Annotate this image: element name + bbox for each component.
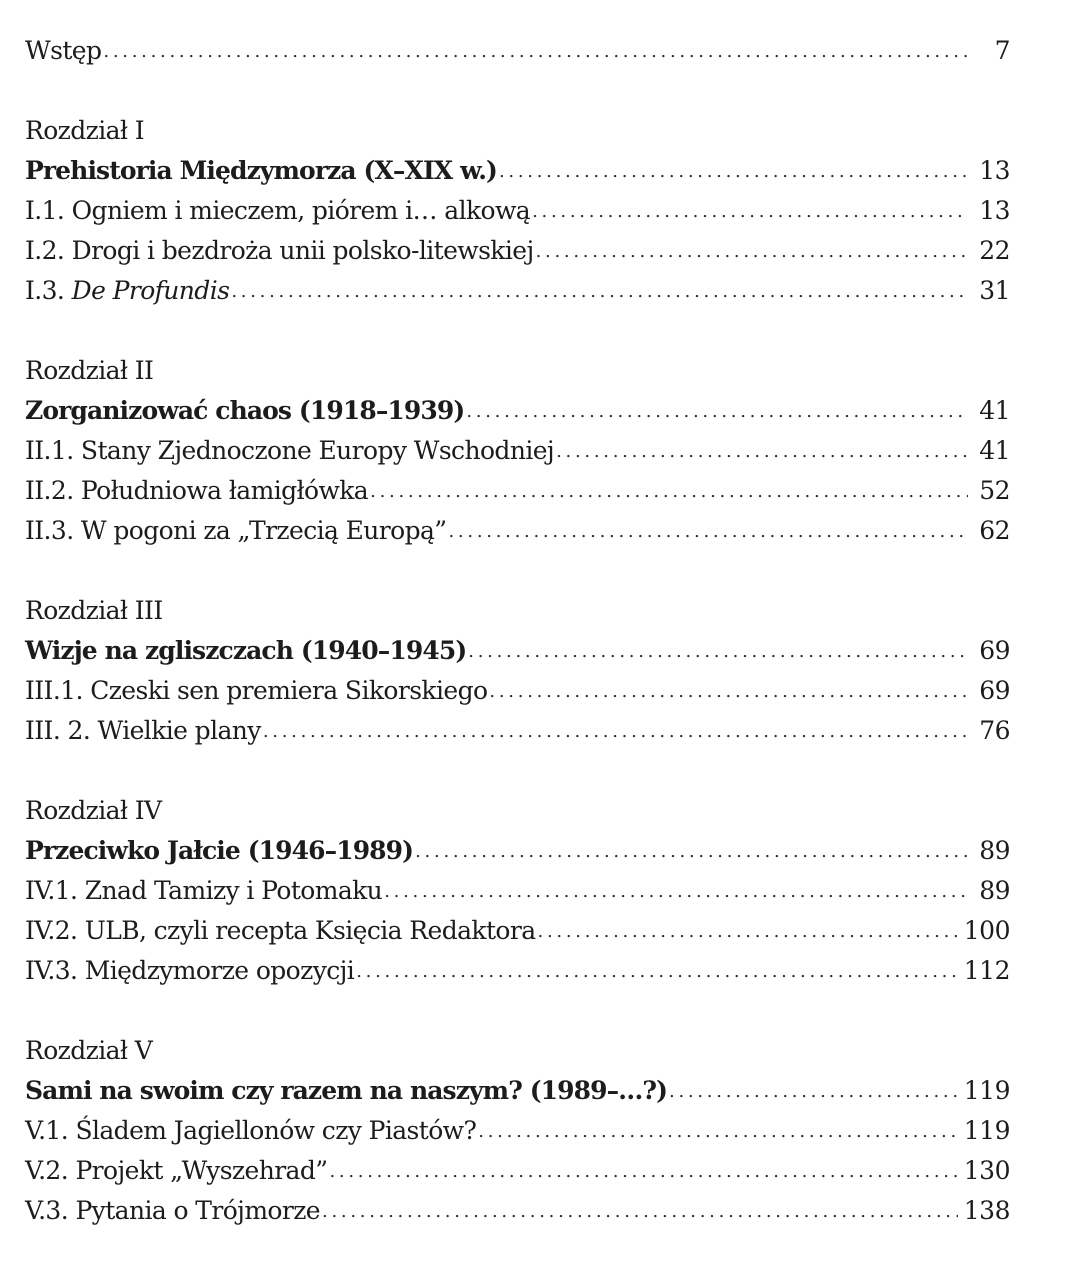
chapter-title: Sami na swoim czy razem na naszym? (1989–…?): [25, 1076, 668, 1105]
toc-page-number: 41: [979, 436, 1010, 465]
section-number: II.2.: [25, 476, 74, 505]
section-title: [25, 476, 368, 506]
section-number: V.1.: [25, 1116, 69, 1145]
dot-leader: [329, 1161, 957, 1186]
toc-page-number: 62: [979, 516, 1010, 545]
toc-page-number: 89: [979, 836, 1010, 865]
section-text: Pytania o Trójmorze: [75, 1196, 320, 1225]
toc-entry-section[interactable]: [25, 946, 1010, 986]
section-text: ULB, czyli recepta Księcia Redaktora: [84, 916, 536, 945]
toc-entry-section[interactable]: [25, 186, 1010, 226]
dot-leader: [384, 881, 968, 906]
section-number: I.3.: [25, 276, 65, 305]
chapter-label: Rozdział II: [25, 356, 154, 385]
chapter-title: Przeciwko Jałcie (1946–1989): [25, 836, 414, 865]
toc-entry-section[interactable]: [25, 906, 1010, 946]
chapter-label: Rozdział I: [25, 116, 145, 145]
toc-page-number: 13: [979, 196, 1010, 225]
chapter-title: Zorganizować chaos (1918–1939): [25, 396, 465, 425]
toc-entry-intro[interactable]: [25, 26, 1010, 66]
toc-entry-section[interactable]: [25, 706, 1010, 746]
toc-entry-chapter[interactable]: [25, 146, 1010, 186]
section-text: Drogi i bezdroża unii polsko-litewskiej: [71, 236, 534, 265]
section-title: [25, 516, 446, 546]
section-title: [25, 956, 354, 986]
dot-leader: [415, 841, 968, 866]
toc-page-number: 52: [979, 476, 1010, 505]
section-number: IV.3.: [25, 956, 78, 985]
section-text: W pogoni za „Trzecią Europą”: [80, 516, 447, 545]
section-number: IV.1.: [25, 876, 78, 905]
section-number: II.1.: [25, 436, 74, 465]
table-of-contents: [25, 26, 1010, 1226]
toc-page-number: 31: [979, 276, 1010, 305]
toc-page-number: 69: [979, 636, 1010, 665]
section-number: III.1.: [25, 676, 83, 705]
dot-leader: [466, 401, 968, 426]
section-text: Stany Zjednoczone Europy Wschodniej: [80, 436, 555, 465]
section-number: V.2.: [25, 1156, 69, 1185]
section-title: [25, 436, 554, 466]
dot-leader: [231, 281, 968, 306]
section-number: II.3.: [25, 516, 74, 545]
dot-leader: [538, 921, 958, 946]
section-text: De Profundis: [71, 276, 230, 305]
dot-leader: [322, 1201, 958, 1226]
section-text: Czeski sen premiera Sikorskiego: [90, 676, 488, 705]
toc-entry-section[interactable]: [25, 1106, 1010, 1146]
toc-page-number: 13: [979, 156, 1010, 185]
section-number: III. 2.: [25, 716, 91, 745]
toc-page-number: 69: [979, 676, 1010, 705]
dot-leader: [370, 481, 968, 506]
chapter-title: Prehistoria Międzymorza (X–XIX w.): [25, 156, 497, 185]
section-title: [25, 916, 536, 946]
section-title: [25, 1116, 476, 1146]
dot-leader: [468, 641, 968, 666]
toc-page-number: 119: [963, 1076, 1010, 1105]
section-number: IV.2.: [25, 916, 78, 945]
section-title: [25, 876, 382, 906]
toc-entry-section[interactable]: [25, 226, 1010, 266]
toc-page-number: 7: [994, 36, 1010, 65]
dot-leader: [263, 721, 968, 746]
toc-page-number: 41: [979, 396, 1010, 425]
section-number: V.3.: [25, 1196, 69, 1225]
toc-entry-section[interactable]: [25, 426, 1010, 466]
section-title: [25, 1196, 320, 1226]
toc-page-number: 138: [963, 1196, 1010, 1225]
section-title: [25, 1156, 327, 1186]
toc-entry-section[interactable]: [25, 1146, 1010, 1186]
section-text: Wielkie plany: [97, 716, 261, 745]
toc-entry-chapter[interactable]: [25, 1066, 1010, 1106]
section-number: I.1.: [25, 196, 65, 225]
section-text: Ogniem i mieczem, piórem i… alkową: [71, 196, 531, 225]
dot-leader: [103, 41, 968, 66]
toc-entry-section[interactable]: [25, 1186, 1010, 1226]
dot-leader: [536, 241, 968, 266]
section-text: Śladem Jagiellonów czy Piastów?: [75, 1116, 477, 1145]
chapter-label: Rozdział IV: [25, 796, 162, 825]
toc-page-number: 119: [963, 1116, 1010, 1145]
section-text: Projekt „Wyszehrad”: [75, 1156, 328, 1185]
toc-page-number: 22: [979, 236, 1010, 265]
dot-leader: [669, 1081, 958, 1106]
toc-page-number: 76: [979, 716, 1010, 745]
toc-entry-section[interactable]: [25, 466, 1010, 506]
toc-page-number: 100: [963, 916, 1010, 945]
toc-entry-title: Wstęp: [25, 36, 102, 65]
dot-leader: [448, 521, 968, 546]
section-title: [25, 196, 530, 226]
section-text: Południowa łamigłówka: [80, 476, 369, 505]
dot-leader: [478, 1121, 957, 1146]
chapter-title: Wizje na zgliszczach (1940–1945): [25, 636, 467, 665]
section-text: Międzymorze opozycji: [84, 956, 355, 985]
toc-page-number: 112: [963, 956, 1010, 985]
dot-leader: [356, 961, 958, 986]
section-title: [25, 716, 261, 746]
section-title: [25, 236, 534, 266]
dot-leader: [556, 441, 968, 466]
dot-leader: [499, 161, 968, 186]
toc-entry-chapter[interactable]: [25, 826, 1010, 866]
toc-entry-chapter[interactable]: [25, 626, 1010, 666]
toc-entry-section[interactable]: [25, 266, 1010, 306]
toc-page-number: 130: [963, 1156, 1010, 1185]
toc-entry-section[interactable]: [25, 866, 1010, 906]
toc-entry-section[interactable]: [25, 666, 1010, 706]
dot-leader: [532, 201, 968, 226]
chapter-label: Rozdział V: [25, 1036, 153, 1065]
section-number: I.2.: [25, 236, 65, 265]
section-title: [25, 276, 229, 306]
section-title: [25, 676, 487, 706]
chapter-label: Rozdział III: [25, 596, 163, 625]
toc-page-number: 89: [979, 876, 1010, 905]
section-text: Znad Tamizy i Potomaku: [84, 876, 383, 905]
toc-entry-chapter[interactable]: [25, 386, 1010, 426]
dot-leader: [489, 681, 968, 706]
toc-entry-section[interactable]: [25, 506, 1010, 546]
